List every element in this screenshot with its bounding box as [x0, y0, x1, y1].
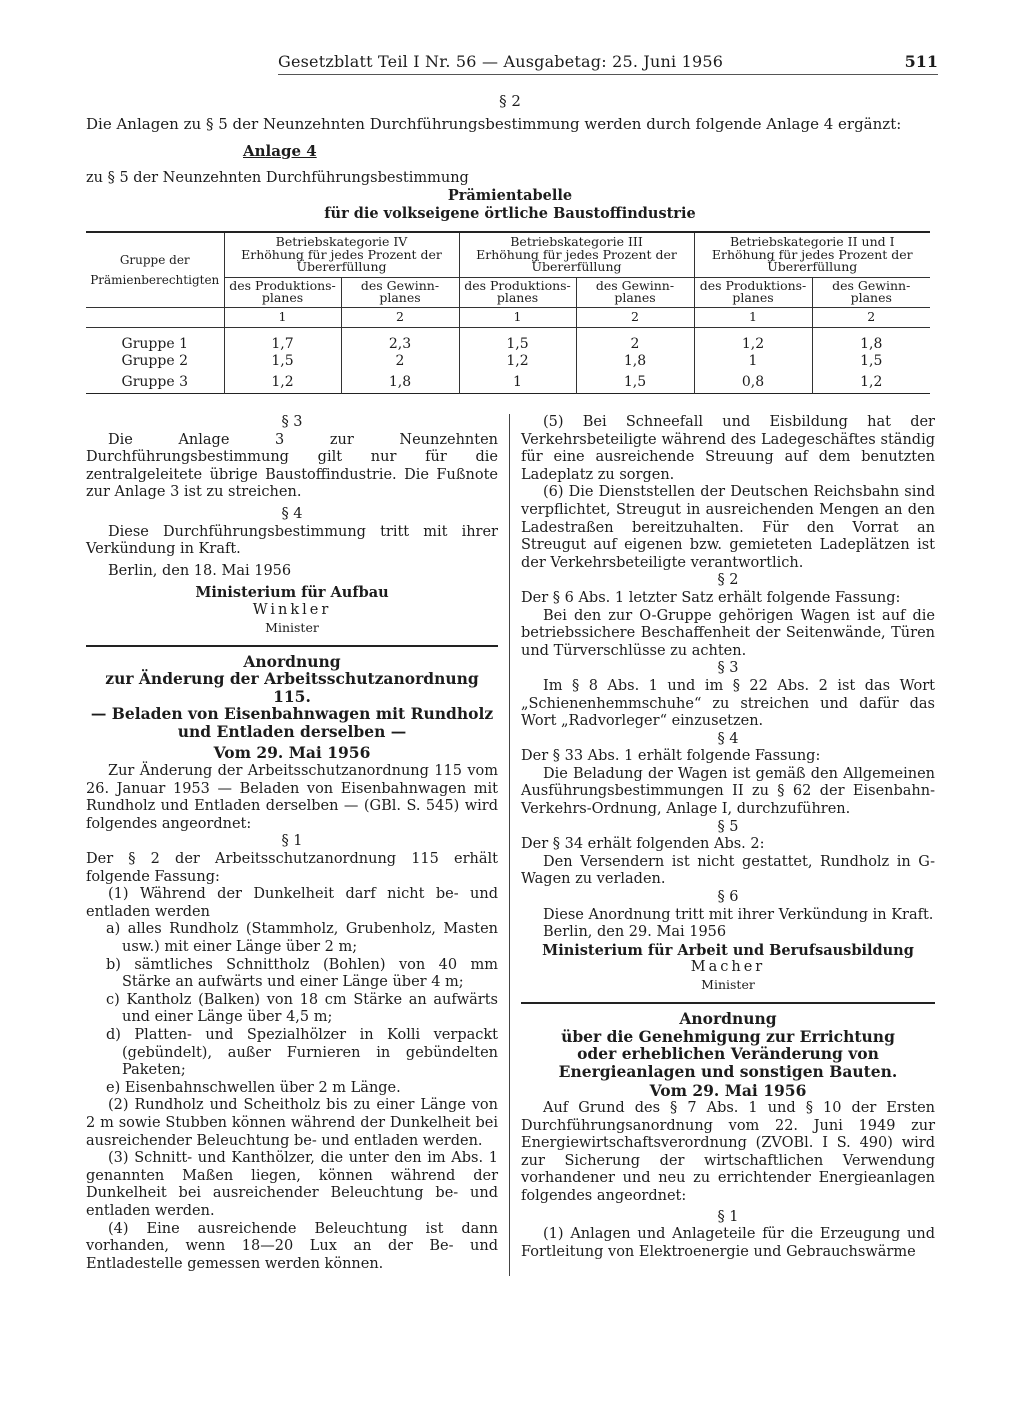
- page-number: 511: [904, 52, 938, 71]
- ord2-section-1: § 1: [717, 1208, 739, 1225]
- header-rule: [278, 74, 938, 75]
- right-date: Berlin, den 29. Mai 1956: [543, 924, 727, 941]
- ord1-section-1: § 1: [281, 833, 303, 850]
- ord1-item-b: b) sämtliches Schnittholz (Bohlen) von 40 mm Stärke an aufwärts und einer Länge über 4 m;: [106, 956, 498, 991]
- col-profit-iv: des Gewinn-planes: [341, 277, 459, 307]
- cell: 1,5: [224, 351, 341, 371]
- col-num: 1: [694, 307, 812, 327]
- left-rule: [86, 645, 498, 647]
- ord1-item-d: d) Platten- und Spezialhölzer in Kolli verpackt (gebündelt), außer Furnieren in gebündelten Paketen;: [106, 1027, 498, 1079]
- col-production-iii: des Produktions-planes: [459, 277, 576, 307]
- right-column: [521, 414, 935, 1261]
- ord1-section-4-b: Die Beladung der Wagen ist gemäß den Allgemeinen Ausführungsbestimmungen II zu § 62 der Eisenbahn-Verkehrs-Ordnung, Anlage I, durchzuführen.: [521, 765, 935, 818]
- ord1-item-c: c) Kantholz (Balken) von 18 cm Stärke an aufwärts und einer Länge über 4,5 m;: [106, 991, 498, 1026]
- category-iv-header: [224, 232, 459, 277]
- ord1-section-2-a: Der § 6 Abs. 1 letzter Satz erhält folgende Fassung:: [521, 589, 901, 606]
- cell: 0,8: [694, 371, 812, 393]
- ord1-intro: Zur Änderung der Arbeitsschutzanordnung 115 vom 26. Januar 1953 — Beladen von Eisenbahnwagen mit Rundholz und Entladen derselben — (GBl. S. 545) wird folgendes angeordnet:: [86, 763, 498, 832]
- ord1-title-1: Anordnung: [243, 651, 341, 671]
- cell: 1: [694, 351, 812, 371]
- left-section-3-text: Die Anlage 3 zur Neunzehnten Durchführungsbestimmung gilt nur für die zentralgeleitete übrige Baustoffindustrie. Die Fußnote zur Anlage 3 ist zu streichen.: [86, 431, 498, 501]
- left-signer: Winkler: [252, 601, 332, 618]
- table-row: [86, 327, 930, 351]
- col-profit-iii: des Gewinn-planes: [576, 277, 694, 307]
- table-title-1: Prämientabelle: [447, 187, 573, 204]
- anlage-reference: zu § 5 der Neunzehnten Durchführungsbestimmung: [86, 170, 469, 186]
- header-title: Gesetzblatt Teil I Nr. 56 — Ausgabetag: 25. Juni 1956: [278, 52, 724, 71]
- ord1-para-1: (1) Während der Dunkelheit darf nicht be- und entladen werden: [86, 886, 498, 920]
- cell: 1,5: [459, 327, 576, 351]
- col-num: 2: [576, 307, 694, 327]
- ord2-title-2: über die Genehmigung zur Errichtung oder erheblichen Veränderung von Energieanlagen und sonstigen Bauten.: [558, 1026, 898, 1081]
- premium-table: [86, 231, 930, 394]
- right-signer: Macher: [690, 959, 766, 976]
- cell: 1: [459, 371, 576, 393]
- ord1-item-a: a) alles Rundholz (Stammholz, Grubenholz, Masten usw.) mit einer Länge über 2 m;: [106, 921, 498, 956]
- cell: 2: [576, 327, 694, 351]
- cell: 1,2: [860, 373, 883, 390]
- ord1-section-5-a: Der § 34 erhält folgenden Abs. 2:: [521, 836, 765, 853]
- right-signer-title: Minister: [701, 977, 755, 992]
- ord1-title-3: — Beladen von Eisenbahnwagen mit Rundholz und Entladen derselben —: [90, 704, 494, 741]
- left-section-4-text: Diese Durchführungsbestimmung tritt mit ihrer Verkündung in Kraft.: [86, 523, 498, 558]
- ord2-intro: Auf Grund des § 7 Abs. 1 und § 10 der Ersten Durchführungsanordnung vom 22. Juni 1949 zur Energiewirtschaftsverordnung (ZVOBl. I S. 490) wird zur Sicherung der wirtschaftlichen Verwendung vorhandener und neu zu errichtender Energieanlagen folgendes angeordnet:: [521, 1099, 935, 1204]
- col-num: 1: [459, 307, 576, 327]
- category-ii-i-title: Betriebskategorie II und I: [729, 234, 895, 249]
- column-divider: [509, 414, 510, 1276]
- ord1-section-5: § 5: [717, 818, 739, 835]
- ord1-para-6: (6) Die Dienststellen der Deutschen Reichsbahn sind verpflichtet, Streugut in ausreichenden Mengen an den Ladestraßen bereitzuhalten. Für den Vorrat an Streugut auf eigenen bzw. gemieteten Ladeplätzen ist der Verkehrsbeteiligte verantwortlich.: [521, 484, 935, 571]
- right-ministry: Ministerium für Arbeit und Berufsausbildung: [542, 941, 914, 959]
- table-row: [86, 351, 930, 371]
- ord1-section-6: § 6: [717, 889, 739, 906]
- left-date: Berlin, den 18. Mai 1956: [108, 562, 292, 579]
- anlage-intro: Die Anlagen zu § 5 der Neunzehnten Durchführungsbestimmung werden durch folgende Anlage 4 ergänzt:: [86, 115, 902, 133]
- col-num: 2: [341, 307, 459, 327]
- row-label: Gruppe 2: [86, 351, 224, 371]
- right-rule: [521, 1002, 935, 1004]
- category-ii-i-sub: Erhöhung für jedes Prozent der Übererfüllung: [711, 246, 913, 274]
- category-iii-header: [459, 232, 694, 277]
- ord1-para-4: (4) Eine ausreichende Beleuchtung ist dann vorhanden, wenn 18—20 Lux an der Be- und Entladestelle gemessen werden können.: [86, 1220, 498, 1272]
- row-label: Gruppe 1: [86, 327, 224, 351]
- cell: 1,8: [860, 335, 883, 352]
- cell: 1,2: [694, 327, 812, 351]
- ord1-title-2: zur Änderung der Arbeitsschutzanordnung 115.: [105, 669, 479, 706]
- col-production-iv: des Produktions-planes: [224, 277, 341, 307]
- anlage-label: Anlage 4: [243, 142, 317, 160]
- col-production-ii-i: des Produktions-planes: [694, 277, 812, 307]
- ord1-date: Vom 29. Mai 1956: [213, 742, 371, 762]
- num-row-blank: [86, 307, 224, 327]
- ord1-para-2: (2) Rundholz und Scheitholz bis zu einer Länge von 2 m sowie Stubben können während der Dunkelheit bei ausreichender Beleuchtung be- und entladen werden.: [86, 1097, 498, 1149]
- ord1-item-e: e) Eisenbahnschwellen über 2 m Länge.: [106, 1079, 401, 1096]
- ord1-section-3-text: Im § 8 Abs. 1 und im § 22 Abs. 2 ist das Wort „Schienenhemmschuhe“ zu streichen und dafür das Wort „Radvorleger“ einzusetzen.: [521, 677, 935, 730]
- row-header-label: Gruppe der Prämienberechtigten: [90, 252, 220, 287]
- category-iii-title: Betriebskategorie III: [510, 234, 643, 249]
- cell: 1,5: [860, 352, 883, 369]
- cell: 1,2: [224, 371, 341, 393]
- col-num: 2: [812, 307, 930, 327]
- ord1-section-4: § 4: [717, 730, 739, 747]
- left-section-3: § 3: [281, 414, 303, 430]
- cell: 2,3: [341, 327, 459, 351]
- cell: 1,2: [459, 351, 576, 371]
- left-signer-title: Minister: [265, 619, 319, 635]
- ord1-section-4-a: Der § 33 Abs. 1 erhält folgende Fassung:: [521, 748, 821, 765]
- category-ii-i-header: [694, 232, 930, 277]
- table-row-header: [86, 232, 224, 307]
- ord2-section-1-text: (1) Anlagen und Anlageteile für die Erzeugung und Fortleitung von Elektroenergie und Gebrauchswärme: [521, 1226, 935, 1260]
- cell: 1,5: [576, 371, 694, 393]
- ord1-para-5: (5) Bei Schneefall und Eisbildung hat der Verkehrsbeteiligte während des Ladegeschäftes ständig für eine ausreichende Streuung auf dem benutzten Ladeplatz zu sorgen.: [521, 414, 935, 483]
- ord1-section-2-b: Bei den zur O-Gruppe gehörigen Wagen ist auf die betriebssichere Beschaffenheit der Seitenwände, Türen und Türverschlüsse zu achten.: [521, 607, 935, 659]
- page-header: [278, 52, 938, 74]
- cell: 1,8: [576, 351, 694, 371]
- ord1-section-2: § 2: [717, 572, 739, 589]
- ord2-date: Vom 29. Mai 1956: [649, 1081, 807, 1101]
- cell: 2: [341, 351, 459, 371]
- section-2-heading: § 2: [499, 92, 521, 110]
- ord1-section-1-text: Der § 2 der Arbeitsschutzanordnung 115 erhält folgende Fassung:: [86, 851, 498, 885]
- table-row: [86, 371, 930, 393]
- row-label: Gruppe 3: [86, 371, 224, 393]
- category-iv-sub: Erhöhung für jedes Prozent der Übererfüllung: [241, 246, 442, 274]
- left-section-4: § 4: [281, 505, 303, 522]
- table-title-2: für die volkseigene örtliche Baustoffindustrie: [324, 205, 696, 222]
- cell: 1,7: [224, 327, 341, 351]
- col-num: 1: [224, 307, 341, 327]
- category-iii-sub: Erhöhung für jedes Prozent der Übererfüllung: [476, 246, 677, 274]
- ord1-section-5-b: Den Versendern ist nicht gestattet, Rundholz in G-Wagen zu verladen.: [521, 853, 935, 888]
- ord1-section-3: § 3: [717, 660, 739, 677]
- left-column: [86, 414, 498, 1273]
- ord1-para-3: (3) Schnitt- und Kanthölzer, die unter den im Abs. 1 genannten Maßen liegen, können während der Dunkelheit bei ausreichender Beleuchtung be- und entladen werden.: [86, 1150, 498, 1219]
- col-profit-ii-i: des Gewinn-planes: [812, 277, 930, 307]
- ord1-section-6-text: Diese Anordnung tritt mit ihrer Verkündung in Kraft.: [543, 906, 934, 923]
- cell: 1,8: [341, 371, 459, 393]
- ord2-title-1: Anordnung: [679, 1009, 777, 1028]
- category-iv-title: Betriebskategorie IV: [275, 234, 408, 249]
- left-ministry: Ministerium für Aufbau: [195, 584, 389, 602]
